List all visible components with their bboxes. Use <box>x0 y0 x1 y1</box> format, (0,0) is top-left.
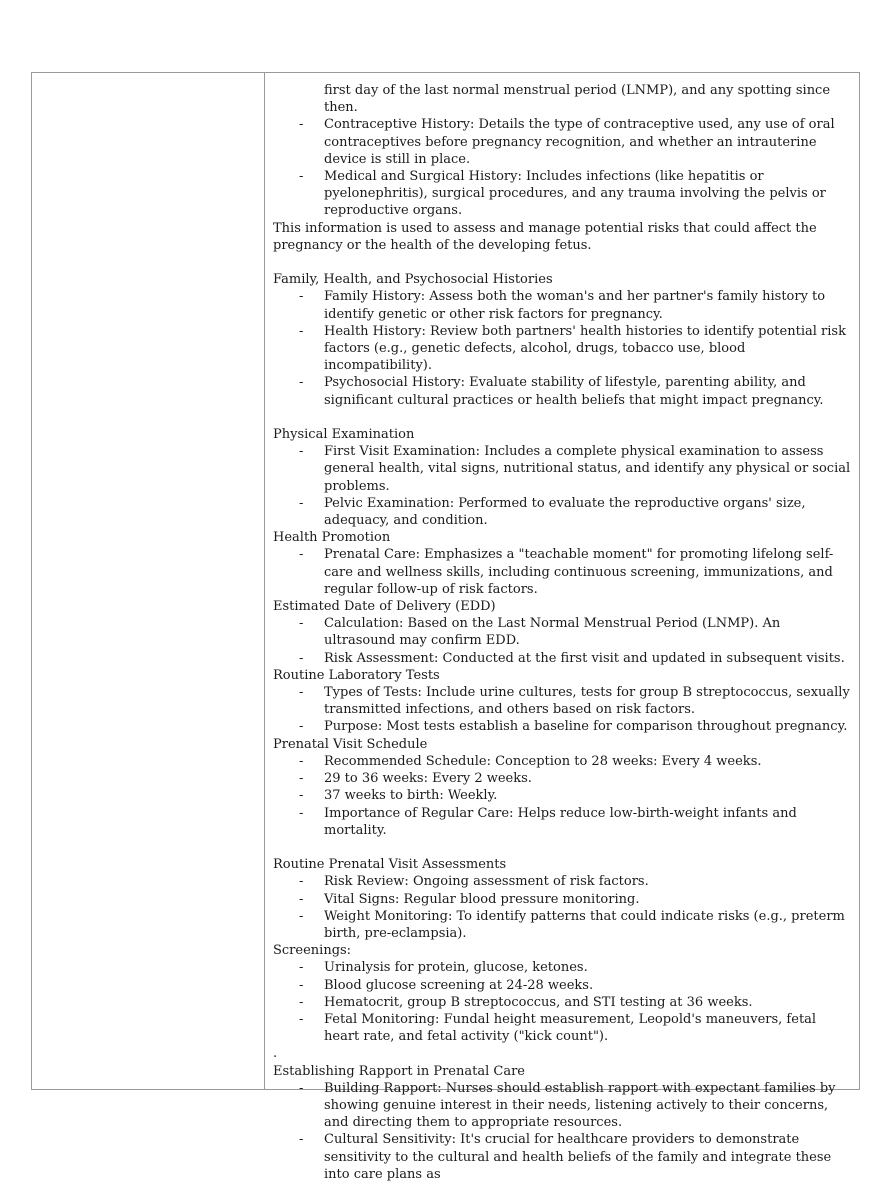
list-item: - Fetal Monitoring: Fundal height measurement, Leopold's maneuvers, fetal heart rate, and fetal activity ("kick count"). <box>273 1011 851 1045</box>
list-item: - Purpose: Most tests establish a baseline for comparison throughout pregnancy. <box>273 718 851 735</box>
list-item: - Prenatal Care: Emphasizes a "teachable moment" for promoting lifelong self-care and wellness skills, including continuous screening, immunizations, and regular follow-up of risk factors. <box>273 546 851 598</box>
list-item: - Cultural Sensitivity: It's crucial for healthcare providers to demonstrate sensitivity to the cultural and health beliefs of the family and integrate these into care plans as <box>273 1131 851 1183</box>
section-heading-establishing-rapport: Establishing Rapport in Prenatal Care <box>273 1063 525 1079</box>
list-item: - Risk Review: Ongoing assessment of risk factors. <box>273 873 851 890</box>
list-item: - Risk Assessment: Conducted at the first visit and updated in subsequent visits. <box>273 650 851 667</box>
section-list-routine-prenatal-visit-assessments <box>273 873 851 942</box>
intro-list <box>273 82 851 220</box>
section-list-estimated-date-of-delivery-edd <box>273 615 851 667</box>
blank-line <box>273 409 851 426</box>
section-list-establishing-rapport <box>273 1080 851 1183</box>
stray-dot: . <box>273 1046 278 1062</box>
list-item: - Urinalysis for protein, glucose, ketones. <box>273 959 851 976</box>
blank-line <box>273 839 851 856</box>
list-item: - Weight Monitoring: To identify patterns that could indicate risks (e.g., preterm birth, pre-eclampsia). <box>273 908 851 942</box>
list-item: - Hematocrit, group B streptococcus, and STI testing at 36 weeks. <box>273 994 851 1011</box>
list-item: - Types of Tests: Include urine cultures, tests for group B streptococcus, sexually transmitted infections, and others based on risk factors. <box>273 684 851 718</box>
list-item: - Importance of Regular Care: Helps reduce low-birth-weight infants and mortality. <box>273 805 851 839</box>
list-item: - Calculation: Based on the Last Normal Menstrual Period (LNMP). An ultrasound may confirm EDD. <box>273 615 851 649</box>
list-item: - 37 weeks to birth: Weekly. <box>273 787 851 804</box>
section-heading-prenatal-visit-schedule: Prenatal Visit Schedule <box>273 736 428 752</box>
list-item: first day of the last normal menstrual period (LNMP), and any spotting since then. <box>324 83 831 116</box>
list-item: - Medical and Surgical History: Includes infections (like hepatitis or pyelonephritis), surgical procedures, and any trauma involving the pelvis or reproductive organs. <box>273 168 851 220</box>
intro-summary: This information is used to assess and manage potential risks that could affect the pregnancy or the health of the developing fetus. <box>273 220 817 253</box>
section-heading-routine-prenatal-visit-assessments: Routine Prenatal Visit Assessments <box>273 857 507 873</box>
list-item: - Psychosocial History: Evaluate stability of lifestyle, parenting ability, and significant cultural practices or health beliefs that might impact pregnancy. <box>273 374 851 408</box>
list-item: - Health History: Review both partners' health histories to identify potential risk factors (e.g., genetic defects, alcohol, drugs, tobacco use, blood incompatibility). <box>273 323 851 375</box>
list-item: - Building Rapport: Nurses should establish rapport with expectant families by showing genuine interest in their needs, listening actively to their concerns, and directing them to appropriate resources. <box>273 1080 851 1132</box>
list-item: - Vital Signs: Regular blood pressure monitoring. <box>273 891 851 908</box>
section-heading-screenings: Screenings: <box>273 943 352 959</box>
table-content-column <box>265 73 859 1182</box>
list-item: - 29 to 36 weeks: Every 2 weeks. <box>273 770 851 787</box>
section-heading-health-promotion: Health Promotion <box>273 530 391 546</box>
section-list-health-promotion <box>273 546 851 598</box>
section-heading-physical-examination: Physical Examination <box>273 427 415 443</box>
section-heading-routine-laboratory-tests: Routine Laboratory Tests <box>273 667 440 683</box>
list-item: - First Visit Examination: Includes a complete physical examination to assess general health, vital signs, nutritional status, and identify any physical or social problems. <box>273 443 851 495</box>
section-list-routine-laboratory-tests <box>273 684 851 736</box>
list-item: - Blood glucose screening at 24-28 weeks. <box>273 977 851 994</box>
section-list-screenings <box>273 959 851 1045</box>
section-list-prenatal-visit-schedule <box>273 753 851 839</box>
section-heading-family-health-and-psychosocial-histories: Family, Health, and Psychosocial Histories <box>273 272 553 288</box>
table-frame <box>31 72 860 1182</box>
list-item: - Family History: Assess both the woman's and her partner's family history to identify genetic or other risk factors for pregnancy. <box>273 288 851 322</box>
list-item: - Contraceptive History: Details the type of contraceptive used, any use of oral contraceptives before pregnancy recognition, and whether an intrauterine device is still in place. <box>273 116 851 168</box>
table-left-column <box>32 73 265 1089</box>
blank-line <box>273 254 851 271</box>
list-item: - Recommended Schedule: Conception to 28 weeks: Every 4 weeks. <box>273 753 851 770</box>
section-list-family-health-and-psychosocial-histories <box>273 288 851 408</box>
list-item: - Pelvic Examination: Performed to evaluate the reproductive organs' size, adequacy, and condition. <box>273 495 851 529</box>
section-list-physical-examination <box>273 443 851 529</box>
section-heading-estimated-date-of-delivery-edd: Estimated Date of Delivery (EDD) <box>273 599 496 615</box>
